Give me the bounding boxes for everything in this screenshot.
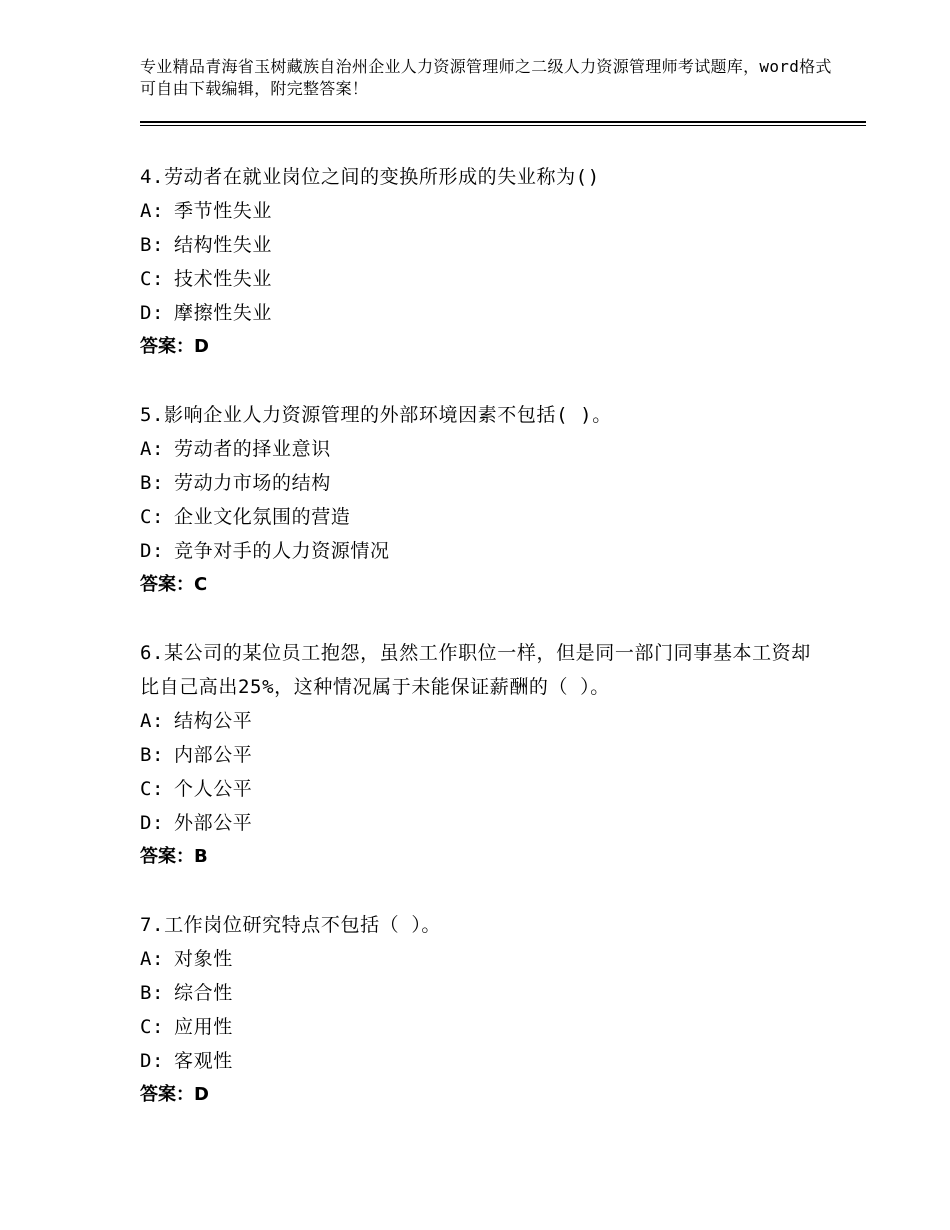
option-letter: D: xyxy=(140,812,165,834)
option-letter: C: xyxy=(140,1016,165,1038)
option-a xyxy=(140,194,820,228)
question-item xyxy=(140,398,820,602)
option-a xyxy=(140,942,820,976)
option-a xyxy=(140,704,820,738)
question-item xyxy=(140,160,820,364)
option-text: 综合性 xyxy=(174,982,233,1004)
option-text: 应用性 xyxy=(174,1016,233,1038)
option-letter: B: xyxy=(140,982,165,1004)
option-letter: A: xyxy=(140,438,165,460)
option-letter: A: xyxy=(140,200,165,222)
option-text: 企业文化氛围的营造 xyxy=(174,506,351,528)
option-letter: D: xyxy=(140,302,165,324)
option-d xyxy=(140,1044,820,1078)
option-b xyxy=(140,738,820,772)
header-divider-thin xyxy=(140,125,866,126)
option-letter: B: xyxy=(140,744,165,766)
option-a xyxy=(140,432,820,466)
option-letter: C: xyxy=(140,506,165,528)
option-letter: D: xyxy=(140,540,165,562)
option-text: 摩擦性失业 xyxy=(174,302,273,324)
option-c xyxy=(140,262,820,296)
question-item xyxy=(140,636,820,874)
option-c xyxy=(140,1010,820,1044)
option-b xyxy=(140,976,820,1010)
option-d xyxy=(140,296,820,330)
question-stem: 4.劳动者在就业岗位之间的变换所形成的失业称为() xyxy=(140,166,600,188)
option-text: 结构公平 xyxy=(174,710,253,732)
option-letter: A: xyxy=(140,710,165,732)
header-divider-thick xyxy=(140,121,866,123)
option-c xyxy=(140,500,820,534)
question-list xyxy=(140,160,820,1146)
option-text: 竞争对手的人力资源情况 xyxy=(174,540,390,562)
question-stem: 5.影响企业人力资源管理的外部环境因素不包括( )。 xyxy=(140,404,612,426)
option-b xyxy=(140,228,820,262)
option-text: 技术性失业 xyxy=(174,268,273,290)
option-text: 劳动者的择业意识 xyxy=(174,438,331,460)
option-letter: A: xyxy=(140,948,165,970)
option-d xyxy=(140,534,820,568)
option-text: 劳动力市场的结构 xyxy=(174,472,331,494)
question-stem: 7.工作岗位研究特点不包括（ ）。 xyxy=(140,914,442,936)
answer-line: 答案：C xyxy=(140,574,208,595)
answer-line: 答案：D xyxy=(140,1084,209,1105)
option-letter: B: xyxy=(140,234,165,256)
option-text: 个人公平 xyxy=(174,778,253,800)
option-letter: B: xyxy=(140,472,165,494)
option-letter: C: xyxy=(140,778,165,800)
option-text: 外部公平 xyxy=(174,812,253,834)
option-letter: D: xyxy=(140,1050,165,1072)
option-text: 结构性失业 xyxy=(174,234,273,256)
option-c xyxy=(140,772,820,806)
question-item xyxy=(140,908,820,1112)
option-text: 内部公平 xyxy=(174,744,253,766)
answer-line: 答案：B xyxy=(140,846,208,867)
document-header: 专业精品青海省玉树藏族自治州企业人力资源管理师之二级人力资源管理师考试题库，word格式可自由下载编辑，附完整答案！ xyxy=(140,57,832,98)
option-text: 对象性 xyxy=(174,948,233,970)
question-stem: 6.某公司的某位员工抱怨，虽然工作职位一样，但是同一部门同事基本工资却比自己高出25%，这种情况属于未能保证薪酬的（ ）。 xyxy=(140,642,811,698)
option-text: 客观性 xyxy=(174,1050,233,1072)
answer-line: 答案：D xyxy=(140,336,209,357)
option-text: 季节性失业 xyxy=(174,200,273,222)
option-d xyxy=(140,806,820,840)
option-b xyxy=(140,466,820,500)
option-letter: C: xyxy=(140,268,165,290)
